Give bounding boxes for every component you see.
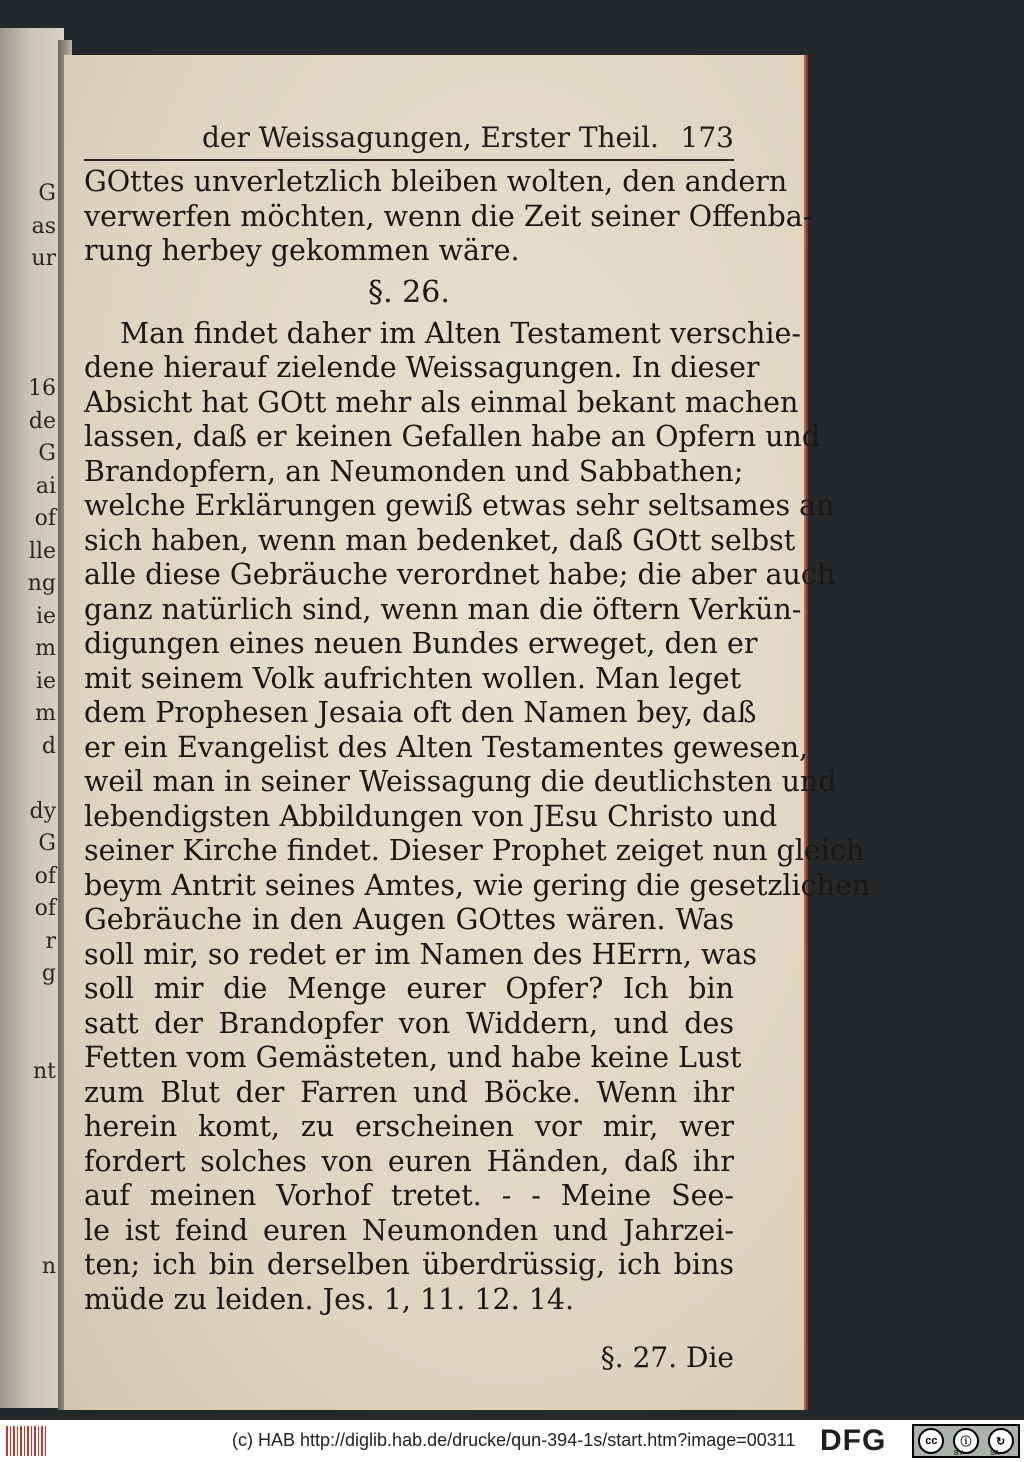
previous-page-fragment: g [41,961,56,986]
section-heading: §. 26. [368,274,450,310]
paragraph-section-26 [84,316,871,1318]
text-line: rung herbey gekommen wäre. [84,234,520,267]
text-line: verwerfen möchten, wenn die Zeit seiner Offenba- [84,199,813,233]
previous-page-fragment: G [38,441,56,466]
text-line: digungen eines neuen Bundes erweget, den er [84,627,758,660]
by-symbol: ⓘ [960,1436,972,1448]
previous-page-fragment: as [31,213,56,239]
text-line: satt der Brandopfer von Widdern, und des [84,1006,734,1040]
previous-page-fragment: 16 [28,376,56,401]
running-title: der Weissagungen, Erster Theil. [202,121,659,154]
footer-bar [0,1420,1024,1462]
text-line: dene hierauf zielende Weissagungen. In dieser [84,351,760,384]
text-line: Gebräuche in den Augen GOttes wären. Was [84,903,734,936]
text-line: lassen, daß er keinen Gefallen habe an Opfern und [84,420,821,453]
previous-page-fragment: de [28,408,56,434]
text-line: beym Antrit seines Amtes, wie gering die gesetzlichen [84,868,871,902]
previous-page-fragment: m [35,636,56,661]
text-line: soll mir, so redet er im Namen des HErrn, was [84,937,757,971]
text-line: GOttes unverletzlich bleiben wolten, den andern [84,165,788,198]
text-line: soll mir die Menge eurer Opfer? Ich bin [84,972,734,1005]
text-line: auf meinen Vorhof tretet. - - Meine See- [84,1179,734,1212]
previous-page-fragment: nt [32,1058,56,1084]
hab-logo-icon [6,1426,46,1456]
text-line: alle diese Gebräuche verordnet habe; die aber auch [84,558,836,591]
text-line: ganz natürlich sind, wenn man die öftern Verkün- [84,592,802,626]
text-line: seiner Kirche findet. Dieser Prophet zeiget nun gleich [84,834,865,867]
text-line: Man findet daher im Alten Testament verschie- [120,316,801,350]
previous-page-fragment: r [45,928,56,954]
paragraph-continuation [84,165,813,269]
page-body [84,165,871,1317]
page-number: 173 [680,121,734,154]
text-line: Fetten vom Gemästeten, und habe keine Lust [84,1041,742,1074]
text-line: lebendigsten Abbildungen von JEsu Christo und [84,799,778,833]
previous-page-fragment: lle [28,538,56,564]
text-line: fordert solches von euren Händen, daß ihr [84,1144,734,1178]
previous-page-fragment: ng [27,571,56,596]
text-line: müde zu leiden. Jes. 1, 11. 12. 14. [84,1282,575,1316]
text-line: Brandopfern, an Neumonden und Sabbathen; [84,454,744,488]
text-line: dem Prophesen Jesaia oft den Namen bey, daß [84,696,757,729]
previous-page-fragment: of [34,896,56,921]
sa-label: SA [990,1450,1000,1457]
text-line: le ist feind euren Neumonden und Jahrzei- [84,1213,734,1247]
copyright-credit-link[interactable]: (c) HAB http://diglib.hab.de/drucke/qun-394-1s/start.htm?image=00311 [232,1430,796,1450]
previous-page-fragment: ur [31,246,56,271]
previous-page-fragment: ie [35,668,56,694]
catchword: §. 27. Die [600,1341,734,1374]
text-line: mit seinem Volk aufrichten wollen. Man leget [84,661,742,695]
previous-page-fragment: G [38,831,56,856]
previous-page-fragment: G [38,181,56,206]
header-rule [84,159,734,161]
previous-page-fragment: dy [29,798,56,824]
cc-license-badge[interactable] [912,1424,1020,1458]
text-line: welche Erklärungen gewiß etwas sehr seltsames an [84,489,835,522]
text-line: herein komt, zu erscheinen vor mir, wer [84,1110,734,1143]
book-page [64,55,871,1410]
previous-page-fragment: ai [35,473,56,499]
previous-page-fragment: m [35,701,56,726]
text-line: sich haben, wenn man bedenket, daß GOtt selbst [84,523,796,557]
text-line: Absicht hat GOtt mehr als einmal bekant machen [84,385,799,419]
text-line: er ein Evangelist des Alten Testamentes gewesen, [84,730,809,764]
previous-page-fragment: of [34,506,56,531]
sa-symbol: ↻ [996,1435,1006,1448]
text-line: ten; ich bin derselben überdrüssig, ich bins [84,1248,734,1281]
text-line: zum Blut der Farren und Böcke. Wenn ihr [84,1075,734,1109]
by-label: BY [954,1450,964,1457]
previous-page-edge [0,28,64,1408]
previous-page-fragment: ie [35,603,56,629]
cc-icon: cc [918,1428,944,1454]
dfg-logo: DFG [820,1424,887,1457]
previous-page-fragment: of [34,863,56,889]
previous-page-fragment: d [41,733,56,759]
text-line: weil man in seiner Weissagung die deutlichsten und [84,765,837,798]
previous-page-letters [0,28,64,1408]
previous-page-fragment: n [41,1253,56,1279]
